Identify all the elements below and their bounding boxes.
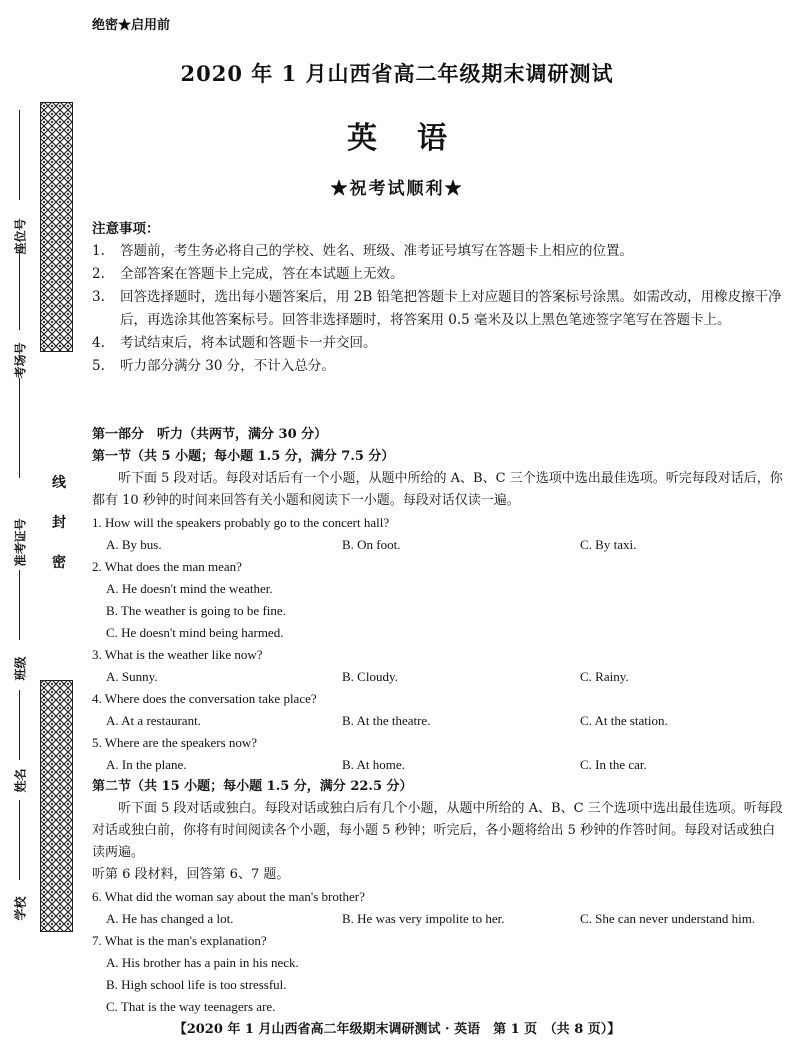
- seal-mi: 密: [52, 555, 66, 571]
- side-underline-room: [19, 250, 20, 330]
- option-c: C. That is the way teenagers are.: [106, 999, 276, 1014]
- option-c: C. Rainy.: [580, 669, 629, 684]
- side-underline-ticket: [19, 378, 20, 478]
- question-6: 6. What did the woman say about the man's brother?: [92, 889, 365, 904]
- section2-title: 第二节（共 15 小题；每小题 1.5 分，满分 22.5 分）: [92, 779, 413, 794]
- option-a: A. His brother has a pain in his neck.: [106, 955, 299, 970]
- notice-item: 3. 回答选择题时，选出每小题答案后，用 2B 铅笔把答题卡上对应题目的答案标号涂黑。如需改动，用橡皮擦干净后，再选涂其他答案标号。回答非选择题时，将答案用 0.5 毫米及以上黑色笔迹签字笔写在答题卡上。: [92, 289, 782, 328]
- seal-xian: 线: [52, 475, 66, 491]
- notice-item: 1. 答题前，考生务必将自己的学校、姓名、班级、准考证号填写在答题卡上相应的位置。: [92, 243, 633, 259]
- side-label-name: 姓名: [13, 768, 28, 793]
- side-label-seat: 座位号: [13, 218, 28, 255]
- option-a: A. In the plane.: [106, 757, 187, 772]
- good-luck-banner: ★祝考试顺利★: [330, 179, 464, 199]
- option-a: A. He doesn't mind the weather.: [106, 581, 273, 596]
- question-4: 4. Where does the conversation take place?: [92, 691, 317, 706]
- option-a: A. At a restaurant.: [106, 713, 201, 728]
- option-b: B. High school life is too stressful.: [106, 977, 287, 992]
- side-underline-school: [19, 800, 20, 880]
- side-underline-name: [19, 690, 20, 760]
- option-c: C. By taxi.: [580, 537, 637, 552]
- option-c: C. He doesn't mind being harmed.: [106, 625, 284, 640]
- notice-item: 4. 考试结束后，将本试题和答题卡一并交回。: [92, 335, 377, 351]
- page-footer: 【2020 年 1 月山西省高二年级期末调研测试 · 英语 第 1 页 （共 8 页）】: [173, 1022, 621, 1037]
- part-title: 第一部分 听力（共两节，满分 30 分）: [92, 427, 328, 442]
- option-b: B. The weather is going to be fine.: [106, 603, 286, 618]
- side-label-room: 考场号: [13, 342, 28, 379]
- subject-title: 英语: [347, 121, 487, 156]
- option-c: C. She can never understand him.: [580, 911, 756, 926]
- notice-item: 5. 听力部分满分 30 分，不计入总分。: [92, 358, 335, 374]
- side-label-school: 学校: [13, 896, 28, 921]
- options-3: [92, 666, 784, 688]
- seal-feng: 封: [52, 515, 66, 531]
- question-7: 7. What is the man's explanation?: [92, 933, 267, 948]
- option-a: A. Sunny.: [106, 669, 158, 684]
- option-b: B. Cloudy.: [342, 669, 398, 684]
- notice-heading: 注意事项：: [92, 221, 160, 237]
- section1-instructions: 听下面 5 段对话。每段对话后有一个小题，从题中所给的 A、B、C 三个选项中选出最佳选项。听完每段对话后，你都有 10 秒钟的时间来回答有关小题和阅读下一小题。每段对话仅读一遍。: [92, 471, 783, 508]
- binding-pattern-bottom: [40, 680, 73, 932]
- option-c: C. In the car.: [580, 757, 647, 772]
- side-label-ticket: 准考证号: [13, 518, 28, 567]
- section2-subheading: 听第 6 段材料，回答第 6、7 题。: [92, 867, 290, 882]
- option-a: A. By bus.: [106, 537, 162, 552]
- options-1: [92, 534, 784, 556]
- side-label-class: 班级: [13, 656, 28, 681]
- side-underline-class: [19, 570, 20, 640]
- listening-section: [92, 424, 784, 1018]
- option-b: B. At the theatre.: [342, 713, 431, 728]
- exam-title: 2020 年 1 月山西省高二年级期末调研测试: [180, 61, 614, 86]
- option-c: C. At the station.: [580, 713, 668, 728]
- option-a: A. He has changed a lot.: [106, 911, 234, 926]
- option-b: B. At home.: [342, 757, 405, 772]
- notice-item: 2. 全部答案在答题卡上完成，答在本试题上无效。: [92, 266, 404, 282]
- section2-instructions: 听下面 5 段对话或独白。每段对话或独白后有几个小题，从题中所给的 A、B、C 三个选项中选出最佳选项。听每段对话或独白前，你将有时间阅读各个小题，每小题 5 秒钟；听完后，各小题将给出 5 秒钟的作答时间。每段对话或独白读两遍。: [92, 801, 783, 860]
- option-b: B. He was very impolite to her.: [342, 911, 505, 926]
- question-5: 5. Where are the speakers now?: [92, 735, 258, 750]
- options-4: [92, 710, 784, 732]
- section1-title: 第一节（共 5 小题；每小题 1.5 分，满分 7.5 分）: [92, 449, 395, 464]
- confidential-label: 绝密★启用前: [92, 18, 171, 33]
- notice-section: [92, 218, 782, 378]
- option-b: B. On foot.: [342, 537, 401, 552]
- options-5: [92, 754, 784, 776]
- question-3: 3. What is the weather like now?: [92, 647, 263, 662]
- options-6: [92, 908, 784, 930]
- question-2: 2. What does the man mean?: [92, 559, 242, 574]
- question-1: 1. How will the speakers probably go to the concert hall?: [92, 515, 390, 530]
